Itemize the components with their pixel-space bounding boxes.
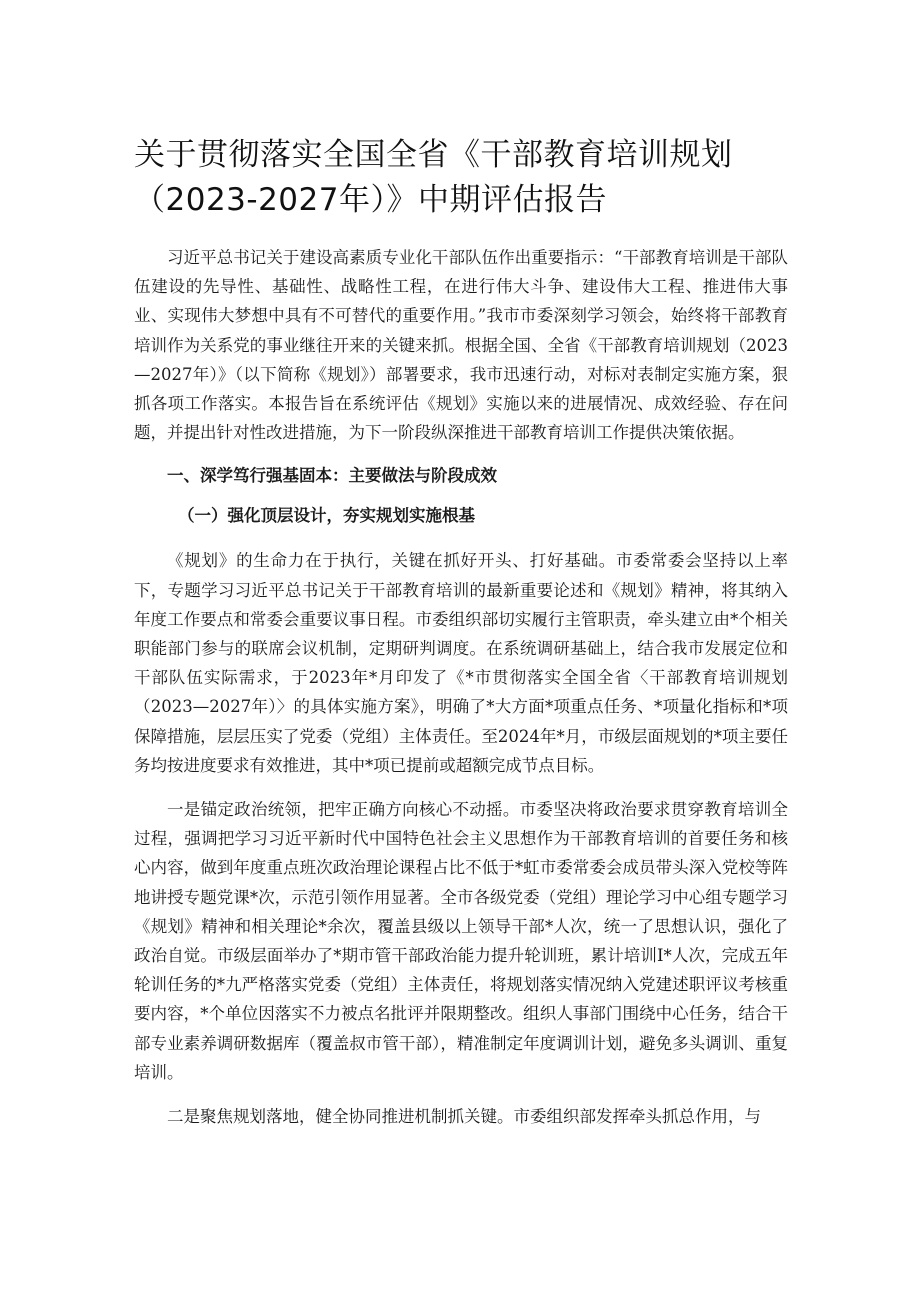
document-title: 关于贯彻落实全国全省《干部教育培训规划（2023-2027年）》中期评估报告 <box>134 137 733 218</box>
body-paragraph: 二是聚焦规划落地，健全协同推进机制抓关键。市委组织部发挥牵头抓总作用，与 <box>167 1107 761 1127</box>
subsection-heading: （一）强化顶层设计，夯实规划实施根基 <box>178 506 475 526</box>
section-heading: 一、深学笃行强基固本：主要做法与阶段成效 <box>167 466 497 486</box>
body-paragraph: 一是锚定政治统领，把牢正确方向核心不动摇。市委坚决将政治要求贯穿教育培训全过程，强调把学习习近平新时代中国特色社会主义思想作为干部教育培训的首要任务和核心内容，做到年度重点班次政治理论课程占比不低于*虹市委常委会成员带头深入党校等阵地讲授专题党课*次，示范引领作用显著。全市各级党委（党组）理论学习中心组专题学习《规划》精神和相关理论*余次，覆盖县级以上领导干部*人次，统一了思想认识，强化了政治自觉。市级层面举办了*期市管干部政治能力提升轮训班，累计培训I*人次，完成五年轮训任务的*九严格落实党委（党组）主体责任，将规划落实情况纳入党建述职评议考核重要内容，*个单位因落实不力被点名批评并限期整改。组织人事部门围绕中心任务，结合干部专业素养调研数据库（覆盖叔市管干部），精准制定年度调训计划，避免多头调训、重复培训。 <box>134 800 788 1082</box>
body-paragraph: 《规划》的生命力在于执行，关键在抓好开头、打好基础。市委常委会坚持以上率下，专题学习习近平总书记关于干部教育培训的最新重要论述和《规划》精神，将其纳入年度工作要点和常委会重要议事日程。市委组织部切实履行主管职责，牵头建立由*个相关职能部门参与的联席会议机制，定期研判调度。在系统调研基础上，结合我市发展定位和干部队伍实际需求，于2023年*月印发了《*市贯彻落实全国全省〈干部教育培训规划（2023—2027年）〉的具体实施方案》，明确了*大方面*项重点任务、*项量化指标和*项保障措施，层层压实了党委（党组）主体责任。至2024年*月，市级层面规划的*项主要任务均按进度要求有效推进，其中*项已提前或超额完成节点目标。 <box>134 551 788 775</box>
intro-paragraph: 习近平总书记关于建设高素质专业化干部队伍作出重要指示：“干部教育培训是干部队伍建设的先导性、基础性、战略性工程，在进行伟大斗争、建设伟大工程、推进伟大事业、实现伟大梦想中具有不可替代的重要作用。”我市市委深刻学习领会，始终将干部教育培训作为关系党的事业继往开来的关键来抓。根据全国、全省《干部教育培训规划（2023—2027年）》（以下简称《规划》）部署要求，我市迅速行动，对标对表制定实施方案，狠抓各项工作落实。本报告旨在系统评估《规划》实施以来的进展情况、成效经验、存在问题，并提出针对性改进措施，为下一阶段纵深推进干部教育培训工作提供决策依据。 <box>134 248 788 443</box>
